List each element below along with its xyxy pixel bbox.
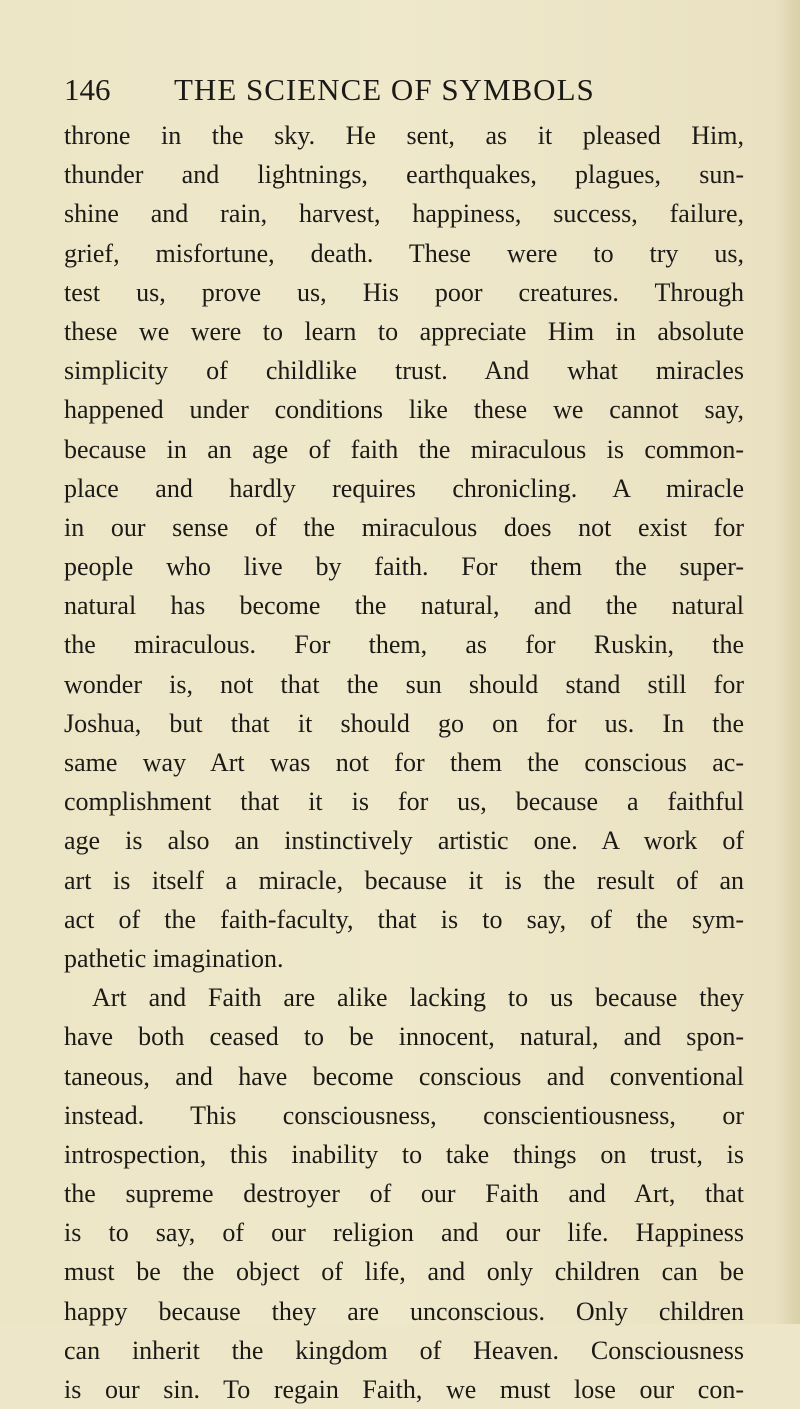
text-line: must be the object of life, and only children can be — [64, 1257, 744, 1287]
text-line: taneous, and have become conscious and conventional — [64, 1061, 744, 1091]
text-line: Joshua, but that it should go on for us. In the — [64, 708, 744, 738]
running-head: THE SCIENCE OF SYMBOLS — [174, 72, 595, 107]
text-line: happy because they are unconscious. Only children — [64, 1296, 744, 1326]
text-line: have both ceased to be innocent, natural, and spon- — [64, 1022, 744, 1052]
text-line: place and hardly requires chronicling. A miracle — [64, 473, 744, 503]
text-line: happened under conditions like these we cannot say, — [64, 395, 744, 425]
page-number: 146 — [64, 72, 111, 107]
text-line: natural has become the natural, and the natural — [64, 591, 744, 621]
text-line: complishment that it is for us, because a faithful — [64, 787, 744, 817]
text-line: test us, prove us, His poor creatures. Through — [64, 277, 744, 307]
text-line: is our sin. To regain Faith, we must lose our con- — [64, 1375, 744, 1404]
text-line: introspection, this inability to take things on trust, is — [64, 1139, 744, 1169]
text-line: the miraculous. For them, as for Ruskin, the — [64, 630, 744, 660]
text-line: grief, misfortune, death. These were to try us, — [64, 238, 744, 268]
text-line: thunder and lightnings, earthquakes, plagues, sun- — [64, 160, 744, 190]
paragraph-start-line: Art and Faith are alike lacking to us because they — [92, 983, 744, 1013]
page-header — [64, 66, 624, 114]
text-line: people who live by faith. For them the super- — [64, 552, 744, 582]
text-line: act of the faith-faculty, that is to say, of the sym- — [64, 904, 744, 934]
text-line: shine and rain, harvest, happiness, success, failure, — [64, 199, 744, 229]
text-line: simplicity of childlike trust. And what miracles — [64, 356, 744, 386]
text-line: these we were to learn to appreciate Him in absolute — [64, 316, 744, 346]
text-line: art is itself a miracle, because it is the result of an — [64, 865, 744, 895]
text-line: same way Art was not for them the conscious ac- — [64, 748, 744, 777]
text-line: because in an age of faith the miraculous is common- — [64, 434, 744, 464]
text-line: can inherit the kingdom of Heaven. Consciousness — [64, 1335, 744, 1365]
paragraph-end-line: pathetic imagination. — [64, 943, 284, 973]
text-line: instead. This consciousness, conscientiousness, or — [64, 1100, 744, 1130]
text-line: wonder is, not that the sun should stand still for — [64, 669, 744, 699]
text-line: throne in the sky. He sent, as it pleased Him, — [64, 121, 744, 150]
body-text — [64, 116, 744, 1409]
text-line: in our sense of the miraculous does not exist for — [64, 512, 744, 542]
text-line: age is also an instinctively artistic one. A work of — [64, 826, 744, 856]
text-line: the supreme destroyer of our Faith and Art, that — [64, 1179, 744, 1209]
text-line: is to say, of our religion and our life. Happiness — [64, 1218, 744, 1248]
